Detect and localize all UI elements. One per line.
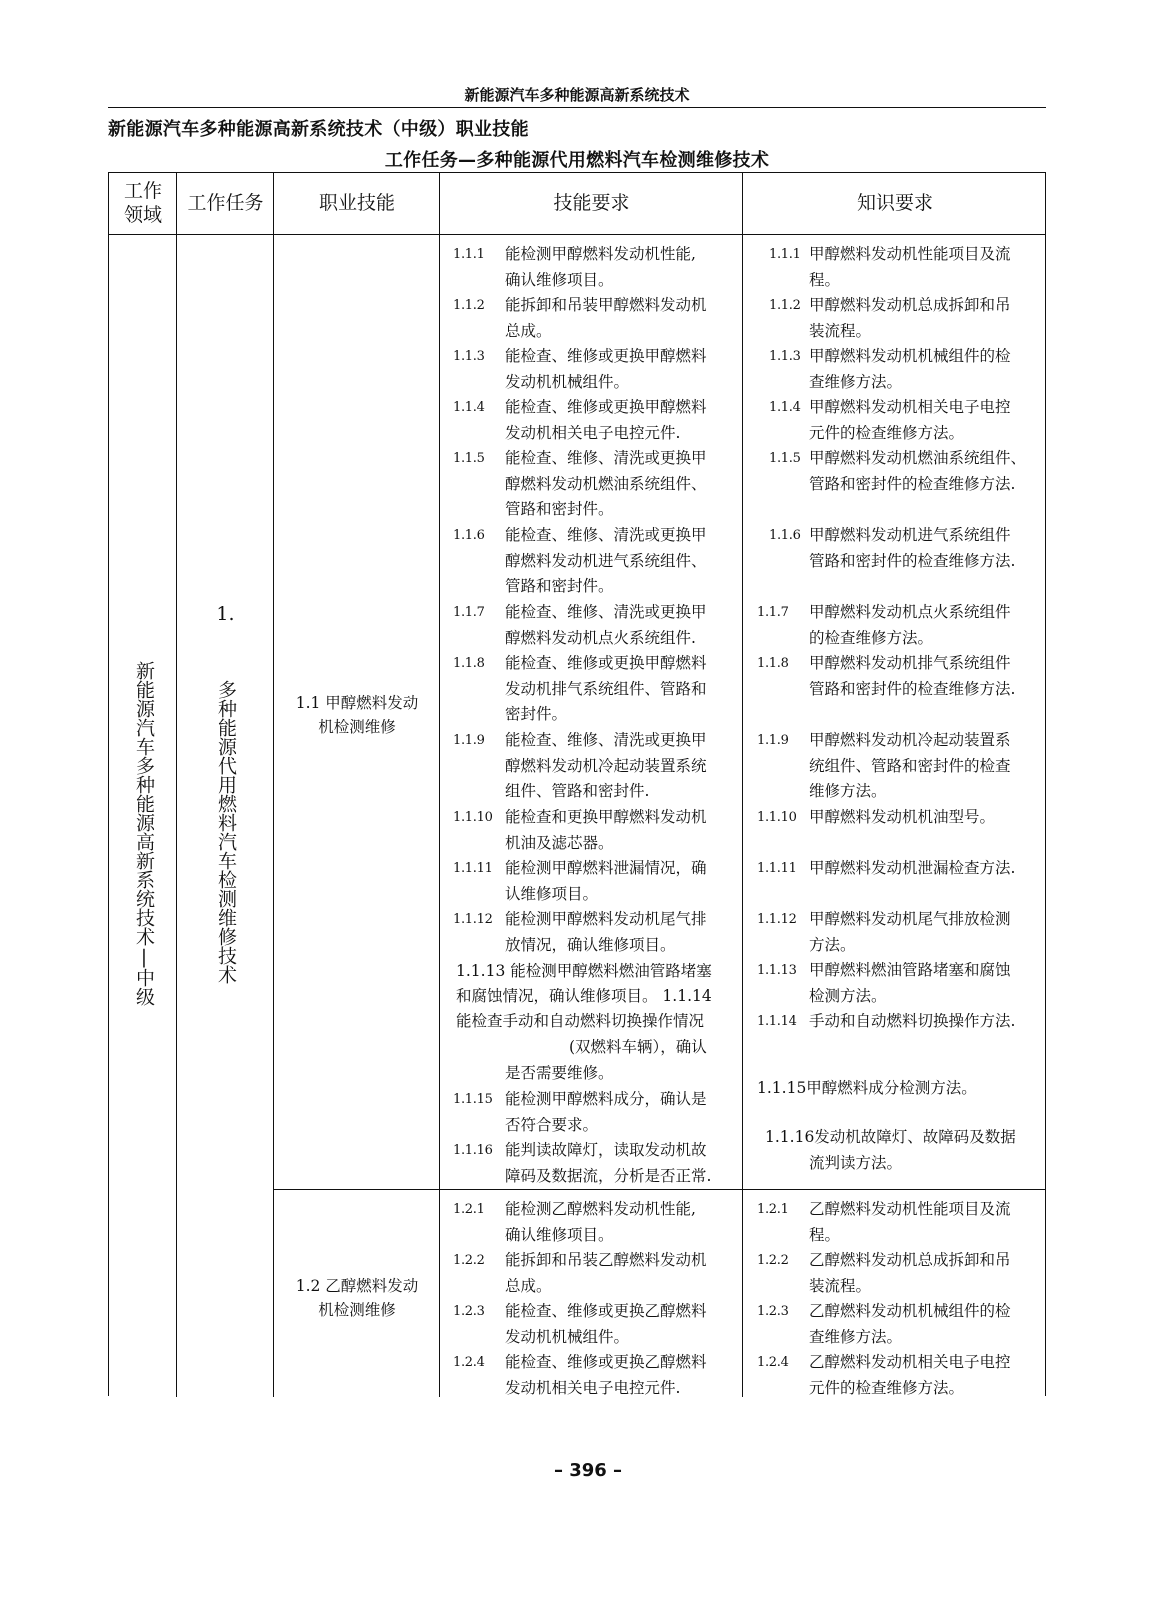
knowledge-req-number: 1.1.12 <box>757 912 797 927</box>
task-number: 1. <box>216 603 235 625</box>
knowledge-req-text: 甲醇燃料发动机总成拆卸和吊 <box>809 296 1011 314</box>
skill-2-line1: 1.2 乙醇燃料发动 <box>295 1277 419 1295</box>
knowledge-req-text: 甲醇燃料发动机排气系统组件 <box>809 654 1011 672</box>
skill-req-number: 1.1.3 <box>453 349 485 364</box>
knowledge-req-text: 乙醇燃料发动机性能项目及流 <box>809 1200 1011 1218</box>
skill-req-text: 管路和密封件。 <box>505 500 614 518</box>
knowledge-req-text: 甲醇燃料发动机机油型号。 <box>809 808 996 826</box>
skill-req-text: 发动机相关电子电控元件. <box>505 1378 681 1397</box>
skill-req-text: 放情况，确认维修项目。 <box>505 935 676 954</box>
skill-req-text: 能检测甲醇燃料发动机尾气排 <box>505 910 707 928</box>
skill-req-number: 1.1.8 <box>453 656 485 671</box>
knowledge-req-text: 甲醇燃料发动机尾气排放检测 <box>809 910 1011 928</box>
skill-req-text: 能检查、维修或更换甲醇燃料 <box>505 347 707 365</box>
knowledge-req-number: 1.1.4 <box>769 400 801 415</box>
skill-req-text: 能检查、维修或更换乙醇燃料 <box>505 1302 707 1320</box>
skill-req-text: 总成。 <box>505 1276 552 1295</box>
knowledge-req-text: 甲醇燃料发动机点火系统组件 <box>809 603 1011 621</box>
skill-req-number: 1.1.5 <box>453 451 485 466</box>
skill-req-text: 能检查、维修或更换甲醇燃料 <box>505 654 707 672</box>
skill-req-text: 能检查、维修、清洗或更换甲 <box>505 731 707 749</box>
skill-req-1-1-14-c: 是否需要维修。 <box>505 1064 614 1082</box>
skill-1-line2: 机检测维修 <box>318 718 396 736</box>
knowledge-req-text: 的检查维修方法。 <box>809 628 934 647</box>
skill-req-number: 1.1.1 <box>453 247 485 262</box>
knowledge-req-number: 1.1.7 <box>757 605 789 620</box>
knowledge-req-text: 甲醇燃料发动机燃油系统组件、 <box>809 449 1027 467</box>
skill-req-number: 1.2.3 <box>453 1304 485 1319</box>
knowledge-req-text: 查维修方法。 <box>809 372 903 391</box>
skill-req-number: 1.2.1 <box>453 1202 485 1217</box>
skill-req-text: 醇燃料发动机燃油系统组件、 <box>505 474 707 493</box>
skill-req-text: 密封件。 <box>505 705 568 723</box>
knowledge-req-text: 甲醇燃料发动机冷起动装置系 <box>809 731 1011 749</box>
skill-req-number: 1.1.9 <box>453 733 485 748</box>
skill-req-text: 能检测甲醇燃料发动机性能, <box>505 245 696 263</box>
skill-req-number: 1.1.10 <box>453 810 493 825</box>
skill-2-line2: 机检测维修 <box>318 1301 396 1319</box>
skill-req-text: 管路和密封件。 <box>505 577 614 595</box>
knowledge-req-text: 管路和密封件的检查维修方法. <box>809 679 1016 698</box>
knowledge-req-text: 甲醇燃料发动机泄漏检查方法. <box>809 859 1016 877</box>
knowledge-req-number: 1.2.1 <box>757 1202 789 1217</box>
running-header: 新能源汽车多种能源高新系统技术 <box>464 86 690 104</box>
knowledge-req-number: 1.1.1 <box>769 247 801 262</box>
knowledge-req-number: 1.1.5 <box>769 451 801 466</box>
document-title: 新能源汽车多种能源高新系统技术（中级）职业技能 <box>108 119 529 140</box>
knowledge-req-text: 程。 <box>809 270 841 289</box>
knowledge-req-text: 方法。 <box>809 935 856 954</box>
knowledge-req-number: 1.1.8 <box>757 656 789 671</box>
skill-req-number: 1.1.4 <box>453 400 485 415</box>
knowledge-req-text: 管路和密封件的检查维修方法. <box>809 474 1016 493</box>
skill-req-number: 1.1.15 <box>453 1092 493 1107</box>
knowledge-req-text: 手动和自动燃料切换操作方法. <box>809 1012 1016 1030</box>
skill-req-text: 总成。 <box>505 321 552 340</box>
knowledge-req-number: 1.1.9 <box>757 733 789 748</box>
skills-table <box>108 172 1046 1396</box>
skill-req-text: 醇燃料发动机进气系统组件、 <box>505 551 707 570</box>
knowledge-req-number: 1.1.10 <box>757 810 797 825</box>
skill-req-text: 发动机机械组件。 <box>505 372 630 391</box>
knowledge-req-text: 甲醇燃料发动机相关电子电控 <box>809 398 1011 416</box>
knowledge-req-number: 1.2.2 <box>757 1253 789 1268</box>
knowledge-req-number: 1.1.6 <box>769 528 801 543</box>
skill-req-1-1-14-a: 能检查手动和自动燃料切换操作情况 <box>456 1012 705 1030</box>
knowledge-req-text: 查维修方法。 <box>809 1327 903 1346</box>
skill-req-text: 能检测甲醇燃料成分，确认是 <box>505 1090 707 1108</box>
skill-req-number: 1.1.12 <box>453 912 493 927</box>
knowledge-req-text: 元件的检查维修方法。 <box>809 423 965 442</box>
header-skill-req: 技能要求 <box>553 191 630 214</box>
knowledge-req-number: 1.1.14 <box>757 1014 797 1029</box>
skill-req-text: 发动机排气系统组件、管路和 <box>505 679 707 698</box>
skill-req-1-1-13-a: 1.1.13 能检测甲醇燃料燃油管路堵塞 <box>456 962 712 980</box>
row-divider <box>274 1189 1045 1190</box>
knowledge-req-text: 装流程。 <box>809 321 872 340</box>
skill-req-text: 能拆卸和吊装甲醇燃料发动机 <box>505 296 707 314</box>
skill-req-text: 能判读故障灯，读取发动机故 <box>505 1141 707 1159</box>
skill-req-text: 能检查、维修、清洗或更换甲 <box>505 603 707 621</box>
skill-req-text: 发动机相关电子电控元件. <box>505 423 681 442</box>
knowledge-req-text: 程。 <box>809 1225 841 1244</box>
header-rule <box>108 107 1046 108</box>
knowledge-req-number: 1.1.2 <box>769 298 801 313</box>
skill-req-text: 能检测乙醇燃料发动机性能, <box>505 1200 696 1218</box>
skill-req-number: 1.1.2 <box>453 298 485 313</box>
header-skill: 职业技能 <box>318 191 395 214</box>
knowledge-req-text: 甲醇燃料发动机进气系统组件 <box>809 526 1011 544</box>
column-skill <box>274 173 440 1397</box>
header-domain-line2: 领域 <box>123 203 162 226</box>
skill-1-line1: 1.1 甲醇燃料发动 <box>295 694 419 712</box>
skill-req-text: 确认维修项目。 <box>505 1225 614 1244</box>
knowledge-1-1-16-a: 1.1.16发动机故障灯、故障码及数据 <box>765 1128 1016 1146</box>
skill-req-number: 1.1.7 <box>453 605 485 620</box>
knowledge-req-number: 1.2.4 <box>757 1355 789 1370</box>
skill-req-text: 机油及滤芯器。 <box>505 833 614 852</box>
knowledge-req-text: 装流程。 <box>809 1276 872 1295</box>
skill-2-name <box>274 1274 440 1322</box>
knowledge-req-text: 统组件、管路和密封件的检查 <box>809 756 1011 775</box>
header-domain <box>109 173 177 234</box>
knowledge-1-1-16-b: 流判读方法。 <box>809 1154 903 1172</box>
skill-req-text: 能检查、维修、清洗或更换甲 <box>505 526 707 544</box>
knowledge-req-text: 元件的检查维修方法。 <box>809 1378 965 1397</box>
knowledge-req-text: 乙醇燃料发动机机械组件的检 <box>809 1302 1011 1320</box>
skill-req-number: 1.1.16 <box>453 1143 493 1158</box>
skill-req-text: 能检查、维修或更换乙醇燃料 <box>505 1353 707 1371</box>
skill-req-text: 发动机机械组件。 <box>505 1327 630 1346</box>
skill-1-name <box>274 691 440 739</box>
knowledge-req-text: 检测方法。 <box>809 986 887 1005</box>
header-knowledge-req: 知识要求 <box>856 191 933 214</box>
knowledge-req-text: 甲醇燃料发动机机械组件的检 <box>809 347 1011 365</box>
knowledge-req-text: 乙醇燃料发动机总成拆卸和吊 <box>809 1251 1011 1269</box>
skill-req-text: 醇燃料发动机冷起动装置系统 <box>505 756 707 775</box>
skill-req-text: 障码及数据流，分析是否正常. <box>505 1166 712 1185</box>
knowledge-req-text: 乙醇燃料发动机相关电子电控 <box>809 1353 1011 1371</box>
header-divider <box>109 234 1045 235</box>
knowledge-req-number: 1.1.3 <box>769 349 801 364</box>
page-number: – 396 – <box>553 1460 623 1481</box>
skill-req-text: 认维修项目。 <box>505 884 599 903</box>
header-domain-line1: 工作 <box>123 179 162 202</box>
document-subtitle: 工作任务—多种能源代用燃料汽车检测维修技术 <box>384 150 770 171</box>
skill-req-number: 1.2.2 <box>453 1253 485 1268</box>
skill-req-number: 1.2.4 <box>453 1355 485 1370</box>
knowledge-req-text: 管路和密封件的检查维修方法. <box>809 551 1016 570</box>
skill-req-text: 否符合要求。 <box>505 1115 599 1134</box>
skill-req-text: 能检查、维修、清洗或更换甲 <box>505 449 707 467</box>
skill-req-text: 能检查、维修或更换甲醇燃料 <box>505 398 707 416</box>
skill-req-1-1-13-b: 和腐蚀情况，确认维修项目。 1.1.14 <box>456 987 712 1005</box>
header-task: 工作任务 <box>187 191 264 214</box>
skill-req-text: 能检测甲醇燃料泄漏情况，确 <box>505 859 707 877</box>
skill-req-number: 1.1.6 <box>453 528 485 543</box>
skill-req-number: 1.1.11 <box>453 861 493 876</box>
knowledge-req-number: 1.1.11 <box>757 861 797 876</box>
task-cell: 多种能源代用燃料汽车检测维修技术 <box>215 680 237 984</box>
knowledge-req-text: 甲醇燃料燃油管路堵塞和腐蚀 <box>809 961 1011 979</box>
knowledge-req-number: 1.2.3 <box>757 1304 789 1319</box>
skill-req-text: 组件、管路和密封件. <box>505 782 650 800</box>
knowledge-req-number: 1.1.13 <box>757 963 797 978</box>
knowledge-req-text: 维修方法。 <box>809 782 887 800</box>
knowledge-req-text: 甲醇燃料发动机性能项目及流 <box>809 245 1011 263</box>
skill-req-text: 能检查和更换甲醇燃料发动机 <box>505 808 707 826</box>
domain-cell: 新能源汽车多种能源高新系统技术|中级 <box>133 660 155 1006</box>
skill-req-text: 能拆卸和吊装乙醇燃料发动机 <box>505 1251 707 1269</box>
skill-req-1-1-14-b: (双燃料车辆），确认 <box>569 1038 707 1056</box>
knowledge-1-1-15: 1.1.15甲醇燃料成分检测方法。 <box>757 1079 977 1097</box>
skill-req-text: 醇燃料发动机点火系统组件. <box>505 628 696 647</box>
skill-req-text: 确认维修项目。 <box>505 270 614 289</box>
